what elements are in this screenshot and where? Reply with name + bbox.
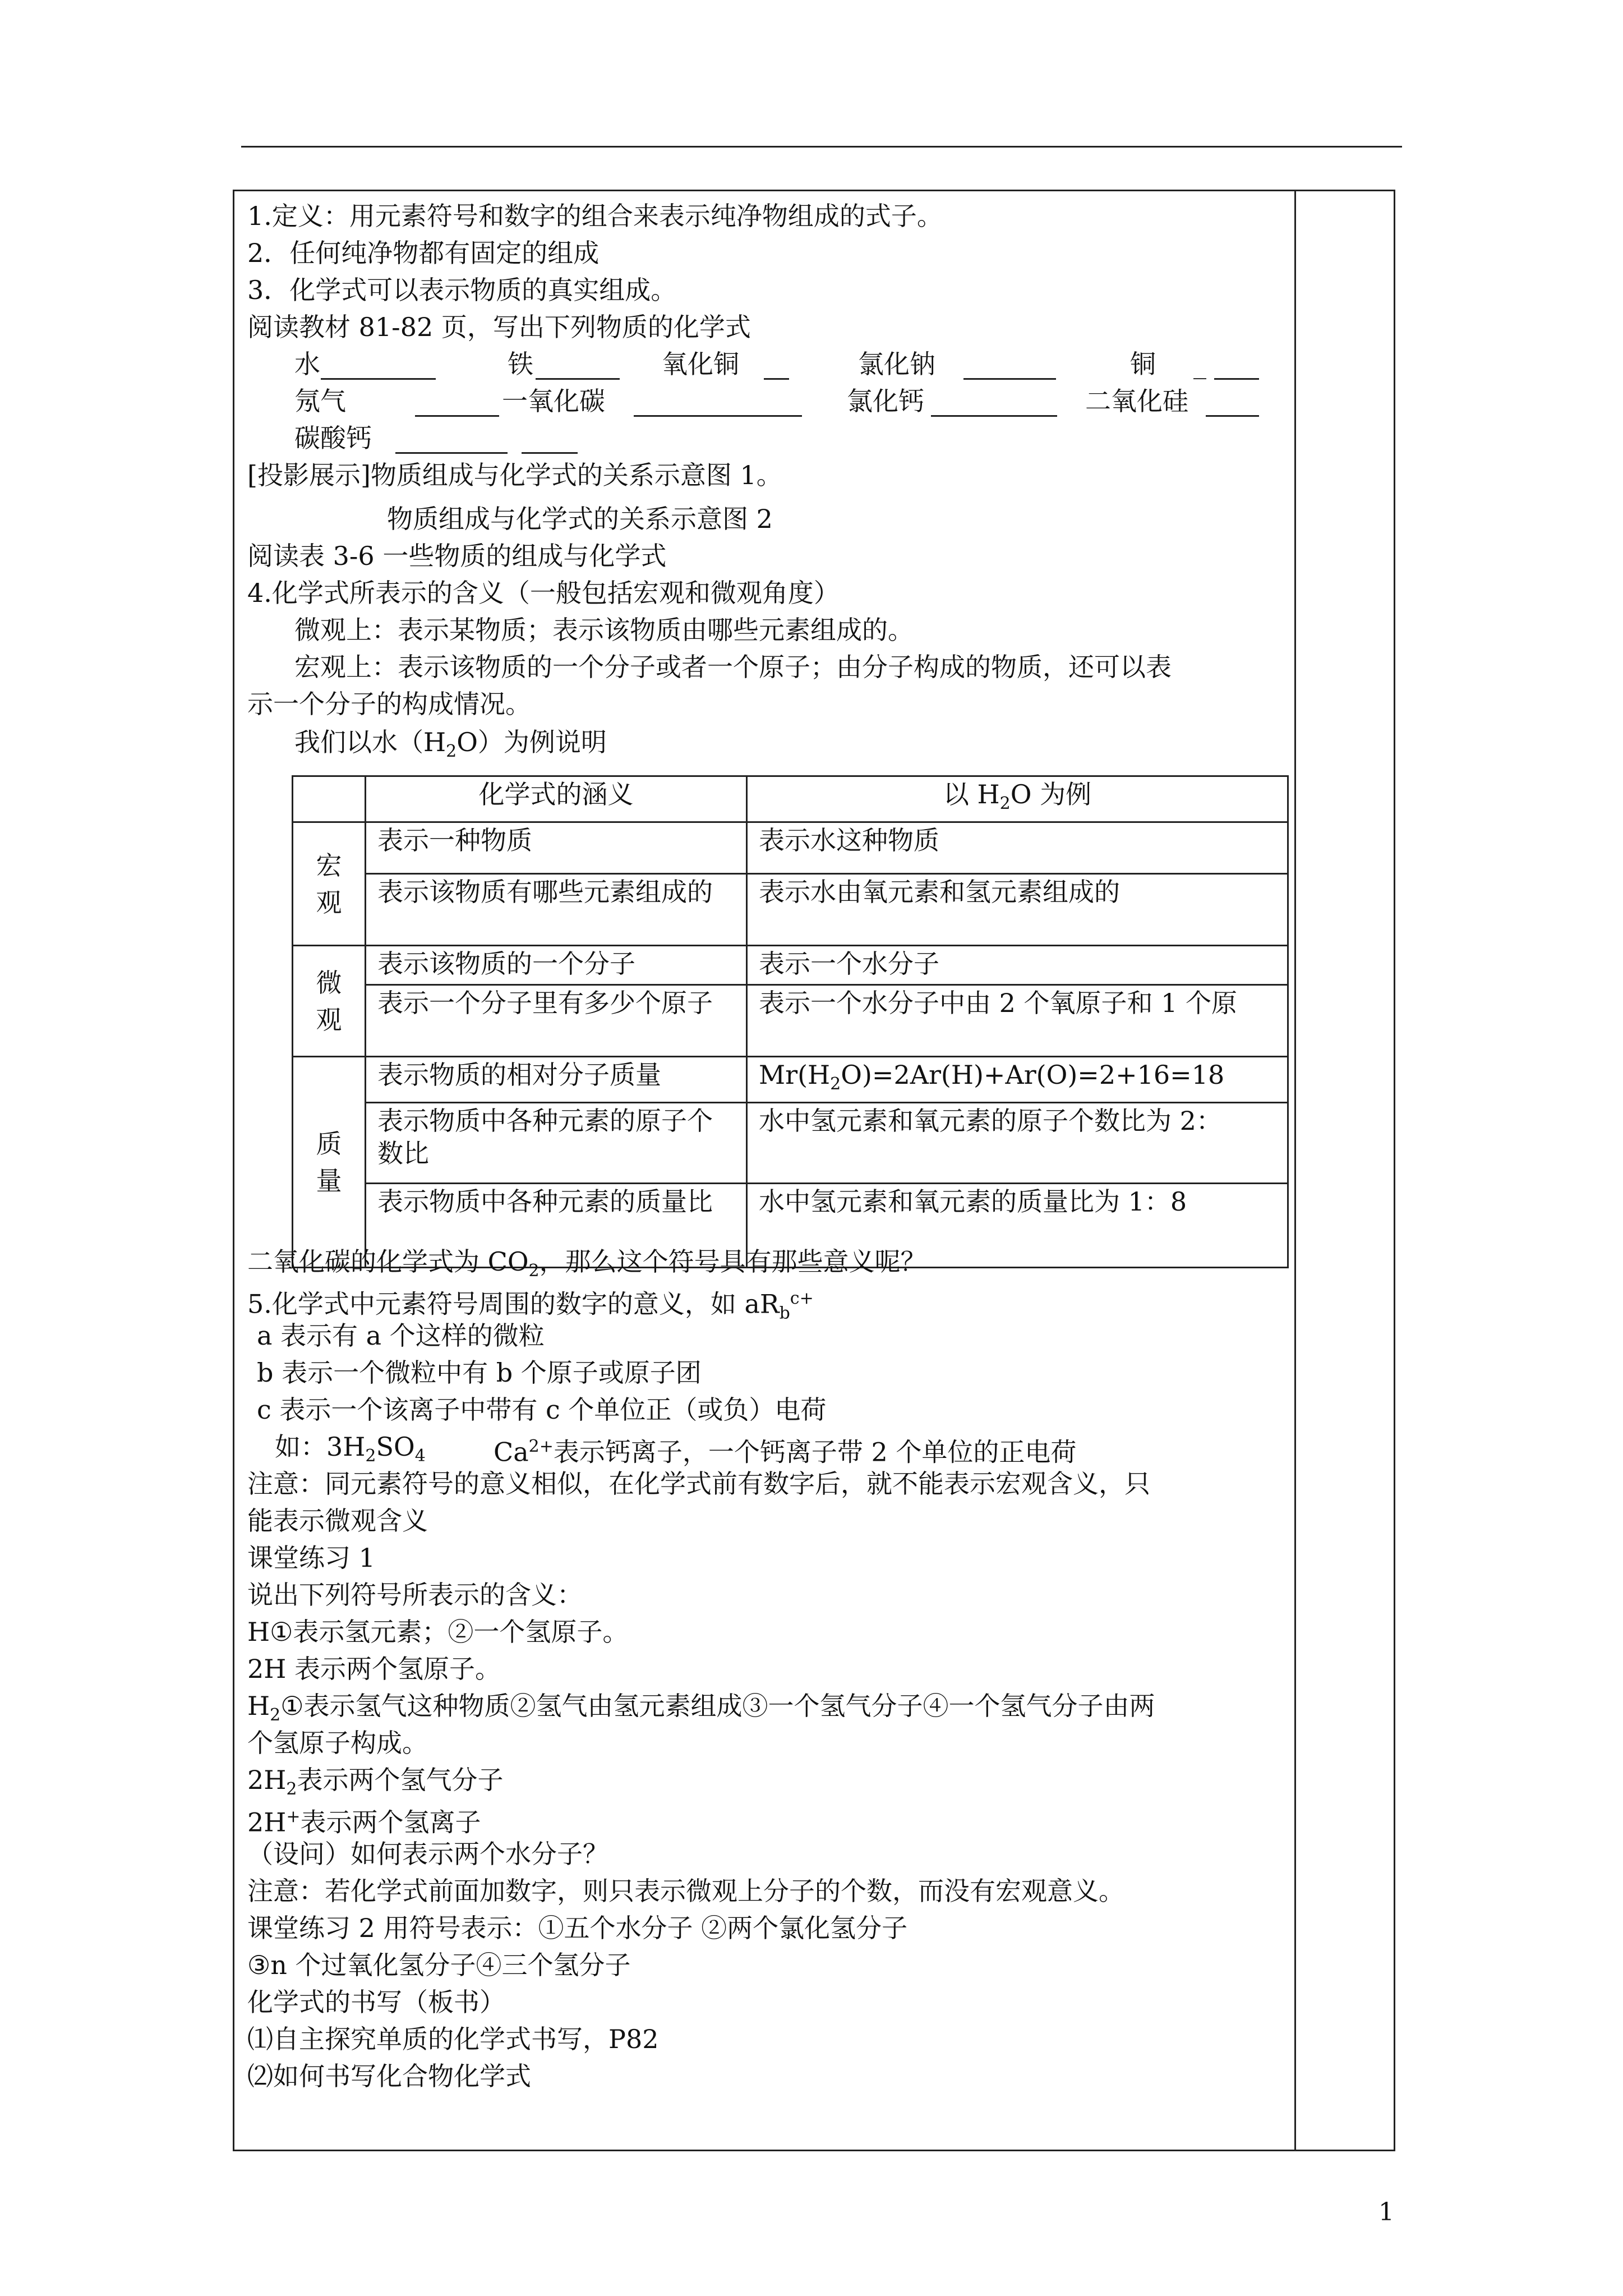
answer-blank-cuo[interactable] (764, 353, 789, 380)
note-line-2: 能表示微观含义 (247, 1506, 428, 1536)
h2-meaning-cont: 个氢原子构成。 (247, 1728, 428, 1758)
cell-r6a: 表示物质中各种元素的原子个数比 (366, 1103, 747, 1184)
true-composition-line: 3．化学式可以表示物质的真实组成。 (247, 275, 677, 305)
water-example-line: 我们以水$(H_2O)$为例说明 (294, 727, 607, 762)
answer-blank-caco3-extra[interactable] (522, 427, 578, 454)
blank-label-co: 一氧化碳 (502, 386, 605, 416)
cell-r3a: 表示该物质的一个分子 (366, 946, 747, 985)
header-rule (241, 146, 1402, 148)
cell-r4b: 表示一个水分子中由 2 个氧原子和 1 个原 (747, 985, 1288, 1057)
answer-blank-nitrogen[interactable] (415, 390, 499, 417)
blank-label-water: 水 (294, 349, 320, 379)
category-micro: 微观 (293, 946, 366, 1057)
blank-underscore: _ (1193, 349, 1206, 379)
answer-blank-co[interactable] (634, 390, 802, 417)
cell-r7a: 表示物质中各种元素的质量比 (366, 1184, 747, 1268)
blank-label-cuo: 氧化铜 (662, 349, 739, 379)
table-header-meaning: 化学式的涵义 (366, 776, 747, 822)
answer-blank-caco3[interactable] (395, 427, 508, 454)
answer-blank-nacl[interactable] (963, 353, 1056, 380)
answer-blank-cu[interactable] (1214, 353, 1259, 380)
coefficient-a-line: a 表示有 a 个这样的微粒 (257, 1320, 545, 1351)
cell-r1b: 表示水这种物质 (747, 822, 1288, 874)
macro-line-1: 宏观上：表示该物质的一个分子或者一个原子；由分子构成的物质，还可以表 (294, 652, 1172, 682)
cell-r2a: 表示该物质有哪些元素组成的 (366, 874, 747, 946)
exercise1-title: 课堂练习 1 (247, 1543, 375, 1573)
micro-line: 微观上：表示某物质；表示该物质由哪些元素组成的。 (294, 615, 914, 645)
answer-blank-iron[interactable] (536, 353, 620, 380)
category-mass: 质量 (293, 1057, 366, 1268)
blank-label-nitrogen: 氖气 (294, 386, 346, 416)
h2-meaning: $H_2①$表示氢气这种物质②氢气由氢元素组成③一个氢气分子④一个氢气分子由两 (247, 1691, 1155, 1726)
example-calcium-ion: $Ca^{2+}$表示钙离子，一个钙离子带 2 个单位的正电荷 (494, 1437, 1077, 1467)
cell-r4a: 表示一个分子里有多少个原子 (366, 985, 747, 1057)
2h2-meaning: $2H_2$表示两个氢气分子 (247, 1765, 504, 1800)
2h-meaning: 2H 表示两个氢原子。 (247, 1654, 501, 1684)
reading-task-line: 阅读教材 81-82 页，写出下列物质的化学式 (247, 312, 751, 342)
blank-label-cacl2: 氯化钙 (847, 386, 924, 416)
composition-line: 2．任何纯净物都有固定的组成 (247, 238, 600, 268)
meaning-heading: 4.化学式所表示的含义（一般包括宏观和微观角度） (247, 578, 840, 608)
blank-label-caco3: 碳酸钙 (294, 423, 372, 453)
note-coefficient: 注意：若化学式前面加数字，则只表示微观上分子的个数，而没有宏观意义。 (247, 1876, 1124, 1906)
co2-question: 二氧化碳的化学式为 $CO_2$，那么这个符号具有那些意义呢？ (247, 1246, 926, 1281)
cell-r3b: 表示一个水分子 (747, 946, 1288, 985)
blank-label-nacl: 氯化钠 (858, 349, 935, 379)
charge-c-line: c 表示一个该离子中带有 c 个单位正（或负）电荷 (257, 1395, 827, 1425)
blank-label-sio2: 二氧化硅 (1085, 386, 1188, 416)
cell-r1a: 表示一种物质 (366, 822, 747, 874)
definition-line: 1.定义：用元素符号和数字的组合来表示纯净物组成的式子。 (247, 201, 943, 231)
answer-blank-sio2[interactable] (1206, 390, 1259, 417)
2h-ion-meaning: 2H+表示两个氢离子 (247, 1807, 481, 1838)
exercise1-question: 说出下列符号所表示的含义： (247, 1580, 583, 1610)
projection-line: [投影展示]物质组成与化学式的关系示意图 1。 (247, 460, 782, 490)
cell-r6b: 水中氢元素和氧元素的原子个数比为 2： (747, 1103, 1288, 1184)
answer-blank-water[interactable] (321, 353, 436, 380)
page-number: 1 (1378, 2198, 1394, 2226)
subscript-b-line: b 表示一个微粒中有 b 个原子或原子团 (257, 1358, 702, 1388)
example-h2so4: 如：$3H_2SO_4$ (275, 1432, 426, 1466)
writing-step-2: ⑵如何书写化合物化学式 (247, 2061, 531, 2091)
table-header-example: 以 $H_2O$ 为例 (747, 776, 1288, 822)
blank-label-iron: 铁 (508, 349, 533, 379)
blank-label-cu: 铜 (1130, 349, 1156, 379)
table-reading-line: 阅读表 3-6 一些物质的组成与化学式 (247, 541, 667, 571)
table-header-blank (293, 776, 366, 822)
notes-column-divider (1294, 191, 1296, 2150)
answer-blank-cacl2[interactable] (931, 390, 1057, 417)
numbers-heading: 5.化学式中元素符号周围的数字的意义，如 $aR_b^{c+}$ (247, 1289, 814, 1323)
question-two-water: （设问）如何表示两个水分子？ (247, 1839, 608, 1869)
macro-line-2: 示一个分子的构成情况。 (247, 689, 531, 719)
exercise2-line: 课堂练习 2 用符号表示：①五个水分子 ②两个氯化氢分子 (247, 1913, 908, 1943)
category-macro: 宏观 (293, 822, 366, 946)
diagram2-line: 物质组成与化学式的关系示意图 2 (387, 504, 773, 534)
h-meaning: H①表示氢元素；②一个氢原子。 (247, 1617, 629, 1647)
writing-step-1: ⑴自主探究单质的化学式书写，P82 (247, 2024, 659, 2054)
exercise2-line-2: ③n 个过氧化氢分子④三个氢分子 (247, 1950, 631, 1980)
cell-r7b: 水中氢元素和氧元素的质量比为 1：8 (747, 1184, 1288, 1268)
writing-heading: 化学式的书写（板书） (247, 1987, 505, 2017)
formula-meaning-table (292, 775, 1289, 1268)
cell-r5a: 表示物质的相对分子质量 (366, 1057, 747, 1103)
cell-r5b: $Mr(H_2O)=2Ar(H)+Ar(O)=2+16=18$ (747, 1057, 1288, 1103)
cell-r2b: 表示水由氧元素和氢元素组成的 (747, 874, 1288, 946)
note-line-1: 注意：同元素符号的意义相似，在化学式前有数字后，就不能表示宏观含义，只 (247, 1469, 1150, 1499)
